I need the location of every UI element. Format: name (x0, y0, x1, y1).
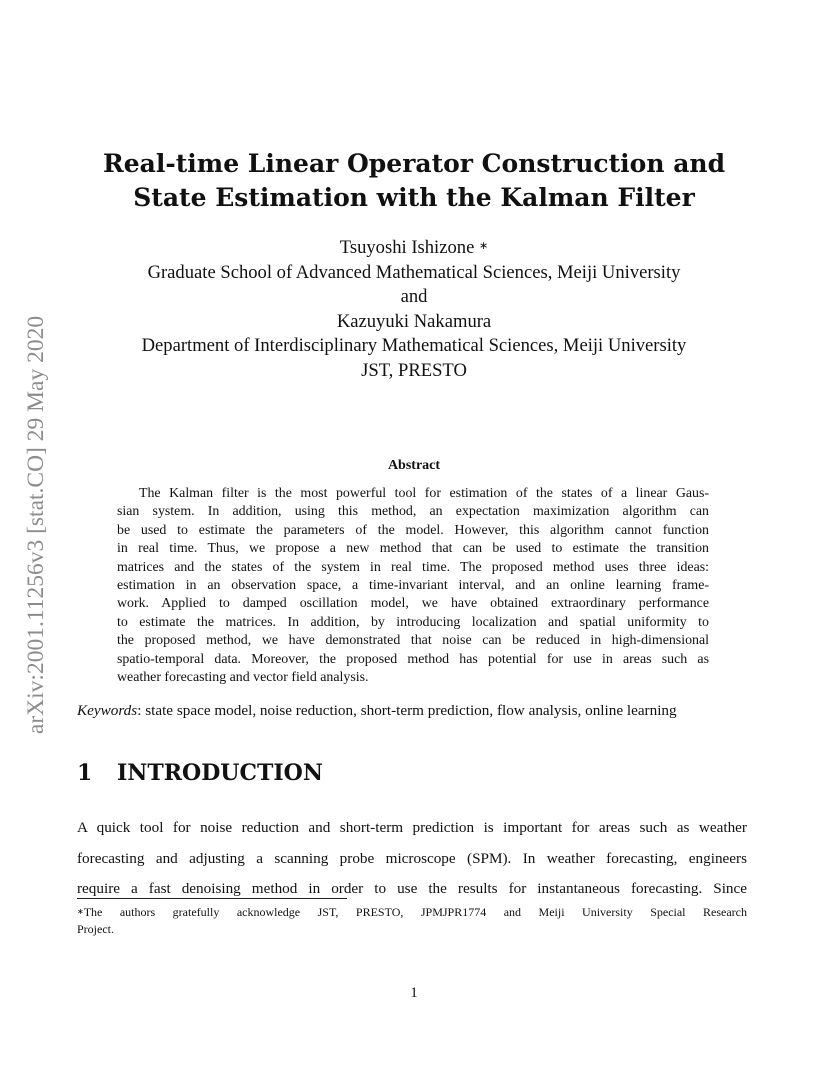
page-number: 1 (410, 985, 418, 1001)
paragraph-line: A quick tool for noise reduction and short-term prediction is important for areas such as weather (77, 819, 747, 836)
author-2-affiliation-2: JST, PRESTO (361, 359, 467, 381)
footnote (77, 904, 747, 938)
keywords-list: : state space model, noise reduction, short-term prediction, flow analysis, online learning (137, 702, 677, 719)
footnote-text: The authors gratefully acknowledge JST, PRESTO, JPMJPR1774 and Meiji University Special Research (83, 905, 747, 919)
abstract-line: The Kalman filter is the most powerful tool for estimation of the states of a linear Gaus- (139, 486, 709, 501)
author-1-name: Tsuyoshi Ishizone (339, 237, 475, 258)
abstract-line: estimation in an observation space, a time-invariant interval, and an online learning frame- (117, 577, 709, 593)
abstract-line: be used to estimate the parameters of the model. However, this algorithm cannot function (117, 522, 709, 538)
paragraph-line: forecasting and adjusting a scanning probe microscope (SPM). In weather forecasting, engineers (77, 849, 747, 867)
abstract-line: weather forecasting and vector field analysis. (117, 669, 369, 685)
abstract-heading: Abstract (387, 458, 441, 473)
paper-title-line-2: State Estimation with the Kalman Filter (133, 183, 695, 212)
abstract-line: to estimate the matrices. In addition, by introducing localization and spatial uniformity to (117, 614, 709, 630)
author-2-name: Kazuyuki Nakamura (336, 310, 492, 332)
footnote-mark: ∗ (77, 907, 84, 916)
footnote-divider (77, 898, 347, 899)
arxiv-identifier-stamp: arXiv:2001.11256v3 [stat.CO] 29 May 2020 (23, 315, 49, 735)
keywords-line (77, 702, 757, 720)
abstract-line: matrices and the states of the system in real time. The proposed method uses three ideas: (117, 559, 709, 575)
author-1 (0, 236, 828, 261)
section-title: INTRODUCTION (117, 760, 323, 786)
author-conjunction: and (400, 286, 428, 308)
abstract-body (117, 485, 709, 687)
keywords-label: Keywords (77, 702, 138, 719)
footnote-line-2: Project. (77, 922, 114, 936)
paper-title-line-1: Real-time Linear Operator Construction and (102, 149, 726, 178)
abstract-line: sian system. In addition, using this method, an expectation maximization algorithm can (117, 504, 709, 520)
author-1-footnote-mark: ∗ (478, 240, 489, 252)
section-number: 1 (77, 760, 93, 786)
paper-title (0, 147, 828, 215)
section-heading (77, 760, 323, 786)
author-2-affiliation: Department of Interdisciplinary Mathematical Sciences, Meiji University (141, 335, 687, 357)
author-1-affiliation: Graduate School of Advanced Mathematical Sciences, Meiji University (147, 261, 681, 283)
footnote-line-1 (77, 904, 747, 921)
paragraph-line: require a fast denoising method in order to use the results for instantaneous forecasting. Since (77, 880, 747, 897)
author-block (0, 236, 828, 384)
abstract-line: the proposed method, we have demonstrated that noise can be reduced in high-dimensional (117, 633, 709, 649)
abstract-line: in real time. Thus, we propose a new method that can be used to estimate the transition (117, 541, 709, 557)
abstract-line: work. Applied to damped oscillation model, we have obtained extraordinary performance (117, 596, 709, 612)
abstract-line: spatio-temporal data. Moreover, the proposed method has potential for use in areas such as (117, 651, 709, 667)
introduction-paragraph (77, 813, 747, 905)
